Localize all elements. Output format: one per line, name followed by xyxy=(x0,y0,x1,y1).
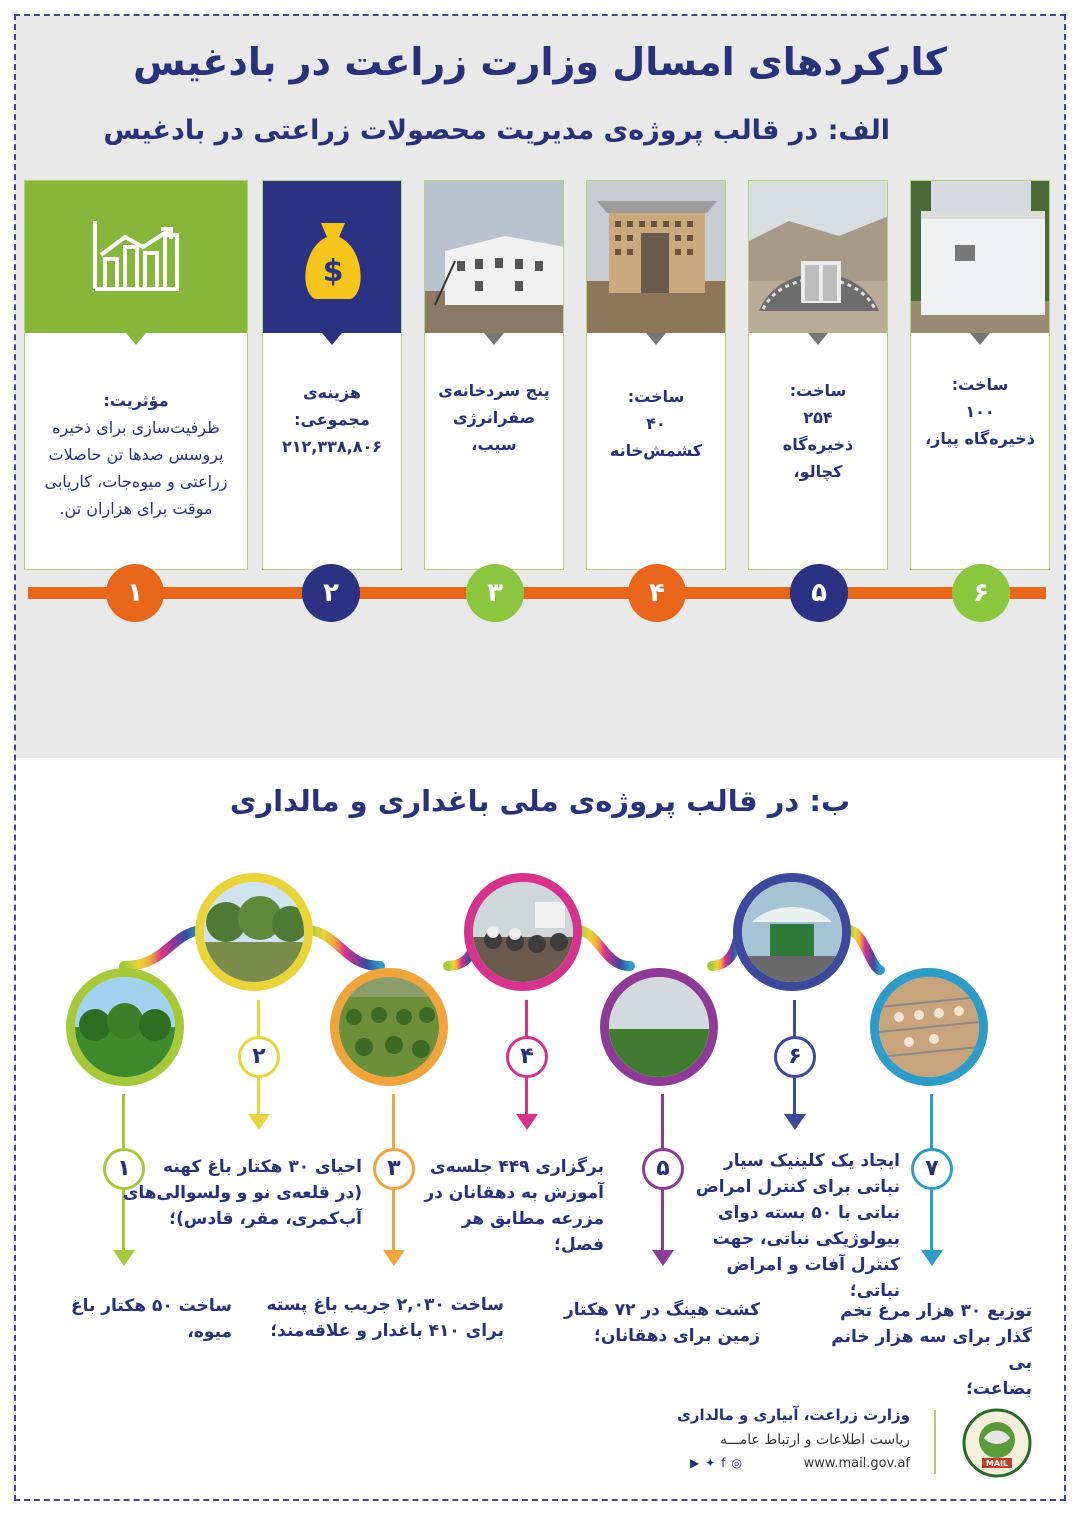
item-text-7 xyxy=(812,1298,1032,1402)
card-line: ۲۵۴ xyxy=(803,408,833,427)
arrow-down-icon xyxy=(921,1250,943,1266)
item-number-6: ۶ xyxy=(774,1036,816,1078)
svg-text:$: $ xyxy=(322,254,344,289)
section-a-heading: الف: در قالب پروژه‌ی مدیریت محصولات زراعتی در بادغیس xyxy=(103,115,890,146)
step-number-4: ۴ xyxy=(628,564,686,622)
ministry-logo xyxy=(962,1408,1032,1478)
website-link[interactable]: www.mail.gov.af xyxy=(803,1456,910,1471)
twitter-icon[interactable]: ✦ xyxy=(705,1456,722,1470)
card-line: موقت برای هزاران تن. xyxy=(59,499,213,518)
footer-divider xyxy=(934,1410,936,1474)
card-line: ذخیره‌گاه کچالو، xyxy=(782,435,854,481)
item-line: توزیع ۳۰ هزار مرغ تخم xyxy=(840,1301,1032,1321)
item-line: احیای ۳۰ هکتار باغ کهنه xyxy=(163,1157,362,1177)
card-label: ساخت: xyxy=(789,381,847,400)
item-line: گذار برای سه هزار خانم بی xyxy=(831,1327,1032,1373)
card-label: پنج سردخانه‌ی xyxy=(438,381,550,400)
card-line: ۴۰ xyxy=(646,414,666,433)
item-line: کشت هینگ در ۷۲ هکتار xyxy=(564,1300,760,1320)
ministry-name: وزارت زراعت، آبیاری و مالداری xyxy=(677,1406,910,1424)
logo-text: MAIL xyxy=(985,1459,1009,1468)
item-line: نباتی برای کنترل امراض xyxy=(695,1177,900,1197)
item-text-5 xyxy=(550,1297,760,1349)
card-label: ساخت: xyxy=(627,387,685,406)
section-b-heading: ب: در قالب پروژه‌ی ملی باغداری و مالداری xyxy=(229,784,851,818)
arrow-down-icon xyxy=(383,1250,405,1266)
card-line: ۲۱۲,۳۳۸,۸۰۶ xyxy=(281,437,383,456)
poultry-photo xyxy=(870,968,988,1086)
arrow-down-icon xyxy=(113,1250,135,1266)
item-text-1 xyxy=(22,1293,232,1345)
asafoetida-field-photo xyxy=(600,968,718,1086)
card-line: زراعتی و میوه‌جات، کاریابی xyxy=(44,472,228,491)
card-line: ۱۰۰ xyxy=(965,402,995,421)
arrow-down-icon xyxy=(652,1250,674,1266)
card-line: صفرانرژی سیب، xyxy=(452,408,536,454)
card-label: هزینه‌ی مجموعی: xyxy=(294,383,370,429)
old-orchard-photo xyxy=(195,873,313,991)
facebook-icon[interactable]: f xyxy=(721,1456,732,1470)
plant-clinic-photo xyxy=(733,873,851,991)
arrow-down-icon xyxy=(248,1114,270,1130)
instagram-icon[interactable]: ◎ xyxy=(731,1456,749,1470)
item-line: بضاعت؛ xyxy=(966,1379,1032,1399)
item-line: ایجاد یک کلینیک سیار xyxy=(724,1151,900,1171)
item-number-2: ۲ xyxy=(238,1036,280,1078)
card-line: پروسس صدها تن حاصلات xyxy=(48,445,224,464)
step-number-5: ۵ xyxy=(790,564,848,622)
step-number-2: ۲ xyxy=(302,564,360,622)
item-number-3: ۳ xyxy=(373,1148,415,1190)
item-line: (در قلعه‌ی نو و ولسوالی‌های xyxy=(122,1183,362,1203)
item-text-2 xyxy=(122,1154,362,1232)
item-number-1: ۱ xyxy=(103,1148,145,1190)
item-line: زمین برای دهقانان؛ xyxy=(594,1326,760,1346)
social-icons xyxy=(690,1456,748,1470)
orchard-photo xyxy=(66,968,184,1086)
item-line: نباتی با ۵۰ بسته دوای xyxy=(717,1203,900,1223)
item-line: برای ۴۱۰ باغدار و علاقه‌مند؛ xyxy=(270,1321,504,1341)
item-text-4 xyxy=(424,1154,604,1258)
training-session-photo xyxy=(464,873,582,991)
pistachio-orchard-photo xyxy=(330,968,448,1086)
youtube-icon[interactable]: ▶ xyxy=(690,1456,706,1470)
card-label: ساخت: xyxy=(951,375,1009,394)
item-line: مزرعه مطابق هر فصل؛ xyxy=(461,1209,604,1255)
arrow-down-icon xyxy=(784,1114,806,1130)
page-title: کارکردهای امسال وزارت زراعت در بادغیس xyxy=(133,40,947,84)
step-number-1: ۱ xyxy=(106,564,164,622)
item-line: ساخت ۲,۰۳۰ جریب باغ پسته xyxy=(266,1295,504,1315)
card-line: کشمش‌خانه xyxy=(609,441,703,460)
item-line: ساخت ۵۰ هکتار باغ میوه، xyxy=(70,1296,232,1342)
item-number-4: ۴ xyxy=(506,1036,548,1078)
card-line: ذخیره‌گاه پیاز، xyxy=(925,429,1035,448)
item-line: آموزش به دهقانان در xyxy=(424,1183,604,1203)
item-number-7: ۷ xyxy=(911,1148,953,1190)
step-number-3: ۳ xyxy=(466,564,524,622)
item-line: برگزاری ۴۴۹ جلسه‌ی xyxy=(430,1157,604,1177)
step-number-6: ۶ xyxy=(952,564,1010,622)
card-line: ظرفیت‌سازی برای ذخیره xyxy=(52,418,220,437)
item-line: کنترل آفات و امراض نباتی؛ xyxy=(726,1255,900,1301)
item-text-3 xyxy=(264,1292,504,1344)
item-line: بیولوژیکی نباتی، جهت xyxy=(712,1229,900,1249)
card-label: مؤثریت: xyxy=(103,391,169,410)
item-number-5: ۵ xyxy=(642,1148,684,1190)
department-name: ریاست اطلاعات و ارتباط عامـــه xyxy=(719,1432,910,1448)
arrow-down-icon xyxy=(516,1114,538,1130)
item-line: آب‌کمری، مقر، قادس)؛ xyxy=(169,1209,362,1229)
item-text-6 xyxy=(680,1148,900,1304)
